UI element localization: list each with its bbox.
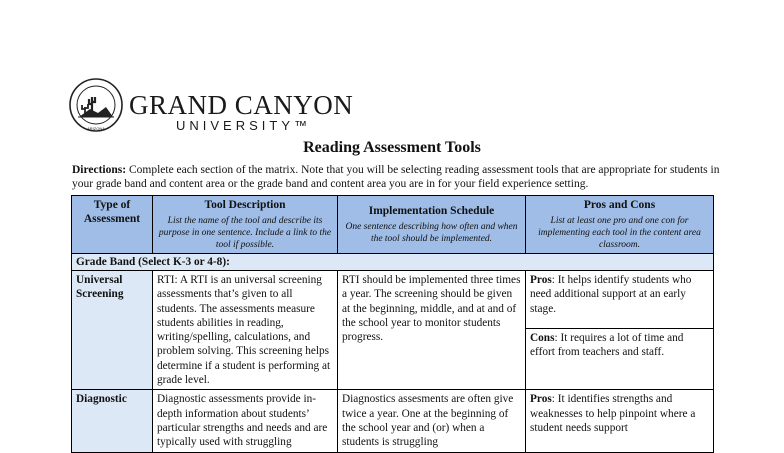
pros-label: Pros: [530, 274, 552, 286]
schedule-cell[interactable]: RTI should be implemented three times a year. The screening should be given at the beginning, middle, and at and of the school year to monitor students progress.: [338, 271, 526, 390]
pros-label: Pros: [530, 393, 552, 406]
brand-name: GRAND CANYON: [129, 90, 354, 120]
directions-text: Complete each section of the matrix. Note that you will be selecting reading assessment tools that are appropriate for students in your grade band and content area or the grade band and content area you are in for your field experience setting.: [72, 164, 720, 190]
header-pros-cons-sub: List at least one pro and one con for implementing each tool in the content area classroom.: [538, 216, 701, 250]
header-row: [72, 196, 714, 254]
description-cell[interactable]: Diagnostic assessments provide in-depth information about students’ particular strengths and needs and are typically used with struggling: [153, 390, 338, 452]
header-tool-description-sub: List the name of the tool and describe its purpose in one sentence. Include a link to the tool if possible.: [158, 216, 332, 250]
description-cell[interactable]: RTI: A RTI is an universal screening assessments that’s given to all students. The assessments measure students abilities in reading, writing/spelling, calculations, and problem solving. This screening helps determine if a student is performing at grade level.: [153, 271, 338, 390]
pros-cell[interactable]: [526, 271, 714, 329]
header-pros-cons-title: Pros and Cons: [583, 199, 656, 211]
brand-subtitle: UNIVERSITY™: [176, 118, 312, 133]
cons-cell[interactable]: [526, 329, 714, 390]
directions-label: Directions:: [72, 164, 127, 176]
type-cell: Diagnostic: [72, 390, 153, 452]
header-tool-description: [153, 196, 338, 254]
header-implementation-schedule-sub: One sentence describing how often and when the tool should be implemented.: [345, 222, 518, 244]
header-type: [72, 196, 153, 254]
header-type-title: Type of Assessment: [83, 199, 141, 225]
grade-band-row: [72, 254, 714, 271]
assessment-matrix: [71, 195, 714, 453]
svg-text:ARIZONA: ARIZONA: [87, 126, 105, 131]
header-implementation-schedule: [338, 196, 526, 254]
university-seal-icon: [68, 77, 124, 133]
schedule-cell[interactable]: Diagnostics assesments are often give twice a year. One at the beginning of the school year and (or) when a students is struggling: [338, 390, 526, 452]
pros-cell[interactable]: [526, 390, 714, 452]
pros-text: : It helps identify students who need additional support at an early stage.: [530, 274, 692, 315]
table-row: [72, 390, 714, 452]
page-title: Reading Assessment Tools: [303, 139, 481, 156]
pros-text: : It identifies strengths and weaknesses to help pinpoint where a student needs support: [530, 393, 696, 434]
header-pros-cons: [526, 196, 714, 254]
directions-paragraph: [72, 163, 722, 191]
grade-band-cell[interactable]: Grade Band (Select K-3 or 4-8):: [72, 254, 714, 271]
type-cell: Universal Screening: [72, 271, 153, 390]
cons-text: : It requires a lot of time and effort from teachers and staff.: [530, 332, 684, 359]
cons-label: Cons: [530, 332, 555, 344]
table-row: [72, 271, 714, 329]
gcu-logo: [68, 77, 354, 135]
header-implementation-schedule-title: Implementation Schedule: [368, 205, 495, 217]
header-tool-description-title: Tool Description: [204, 199, 286, 211]
